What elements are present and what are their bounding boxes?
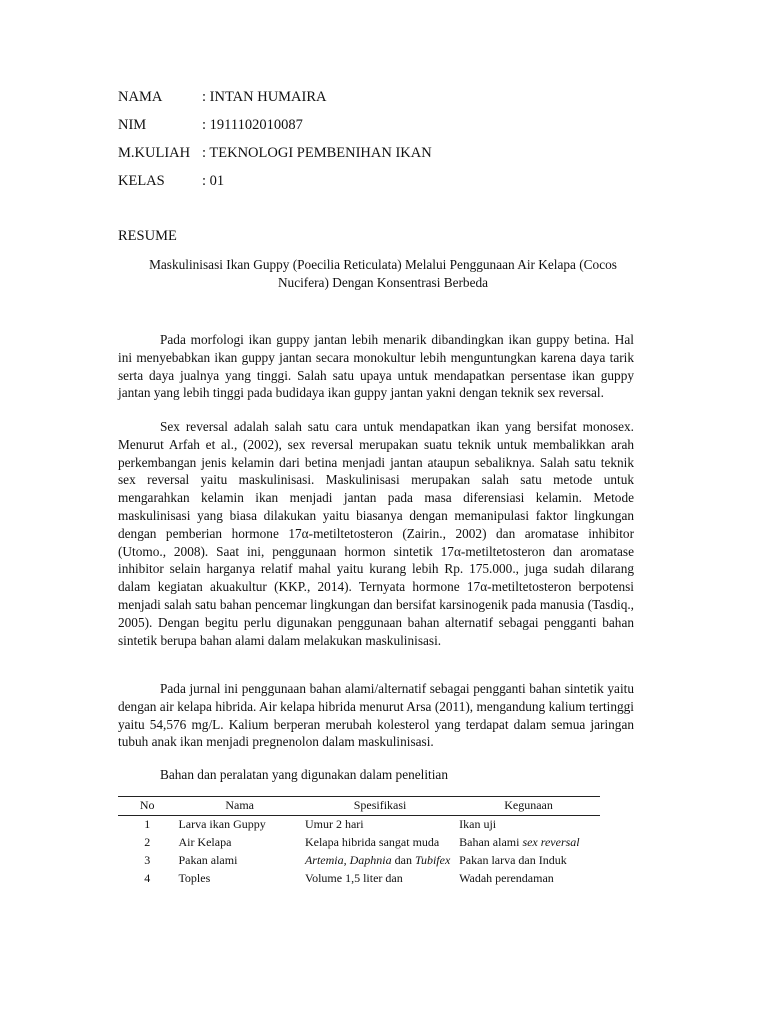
table-row xyxy=(118,852,600,870)
cell-kegunaan xyxy=(457,834,600,852)
cell-spesifikasi: Volume 1,5 liter dan xyxy=(304,871,403,885)
cell-no: 2 xyxy=(144,835,151,849)
table-header-row xyxy=(118,797,600,816)
header-label: NAMA xyxy=(118,89,163,105)
table-row xyxy=(118,834,600,852)
column-header-spesifikasi: Spesifikasi xyxy=(303,797,457,816)
cell-spesifikasi: Kelapa hibrida sangat muda xyxy=(304,835,440,849)
cell-no: 3 xyxy=(144,853,151,867)
cell-nama: Air Kelapa xyxy=(178,835,232,849)
cell-italic-text: Tubifex xyxy=(414,853,451,867)
paragraph-3: Pada jurnal ini penggunaan bahan alami/alternatif sebagai pengganti bahan sintetik yaitu dengan air kelapa hibrida. Air kelapa hibrida menurut Arsa (2011), mengandung kalium tertinggi yaitu 54,576 mg/L. Kalium berperan merubah kolesterol yang terdapat dalam semua jaringan tubuh anak ikan menjadi pregnenolon dalam maskulinisasi. xyxy=(118,681,634,750)
cell-italic-text: sex reversal xyxy=(522,835,580,849)
table-row xyxy=(118,870,600,888)
table-caption: Bahan dan peralatan yang digunakan dalam penelitian xyxy=(160,767,448,782)
document-title xyxy=(118,256,648,292)
materials-table xyxy=(118,796,600,888)
cell-italic-text: Artemia, Daphnia xyxy=(304,853,392,867)
cell-spesifikasi: Umur 2 hari xyxy=(304,817,364,831)
cell-nama: Toples xyxy=(178,871,211,885)
cell-kegunaan: Ikan uji xyxy=(459,817,497,831)
header-label: NIM xyxy=(118,117,147,133)
title-line: Nucifera) Dengan Konsentrasi Berbeda xyxy=(277,275,489,290)
cell-no: 1 xyxy=(144,817,151,831)
cell-text: Bahan alami xyxy=(459,835,520,849)
resume-heading: RESUME xyxy=(118,228,177,244)
cell-spesifikasi xyxy=(303,852,457,870)
header-label: KELAS xyxy=(118,173,165,189)
column-header-nama: Nama xyxy=(176,797,303,816)
header-value: : 1911102010087 xyxy=(202,117,303,133)
paragraph-1: Pada morfologi ikan guppy jantan lebih menarik dibandingkan ikan guppy betina. Hal ini menyebabkan ikan guppy jantan secara monokultur lebih menguntungkan karena daya tarik serta daya jualnya yang tinggi. Salah satu upaya untuk mendapatkan persentase ikan guppy jantan yang lebih tinggi pada budidaya ikan guppy jantan yakni dengan teknik sex reversal. xyxy=(118,332,634,401)
paragraph-2: Sex reversal adalah salah satu cara untuk mendapatkan ikan yang bersifat monosex. Menurut Arfah et al., (2002), sex reversal merupakan suatu teknik untuk membalikkan arah perkembangan jenis kelamin dari betina menjadi jantan ataupun sebaliknya. Salah satu teknik sex reversal yaitu maskulinisasi. Maskulinisasi merupakan salah satu metode untuk mengarahkan kelamin ikan menjadi jantan pada masa diferensiasi kelamin. Metode maskulinisasi yang biasa dilakukan yaitu biasanya dengan memanipulasi faktor lingkungan dengan pemberian hormone 17α-metiltetosteron (Zairin., 2002) dan aromatase inhibitor (Utomo., 2008). Saat ini, penggunaan hormon sintetik 17α-metiltetosteron dan aromatase inhibitor selain harganya relatif mahal yaitu kurang lebih Rp. 175.000., juga sudah dilarang dalam kegiatan akuakultur (KKP., 2014). Ternyata hormone 17α-metiltetosteron berpotensi menjadi salah satu bahan pencemar lingkungan dan bersifat karsinogenik pada manusia (Tasdiq., 2005). Dengan begitu perlu digunakan penggunaan bahan alternatif sebagai pengganti bahan sintetik berupa bahan alami dalam melakukan maskulinisasi. xyxy=(118,419,634,648)
header-label: M.KULIAH xyxy=(118,145,191,161)
cell-kegunaan: Pakan larva dan Induk xyxy=(459,853,567,867)
header-value: : INTAN HUMAIRA xyxy=(202,89,327,105)
header-value: : TEKNOLOGI PEMBENIHAN IKAN xyxy=(202,145,432,161)
column-header-kegunaan: Kegunaan xyxy=(457,797,600,816)
cell-nama: Larva ikan Guppy xyxy=(178,817,266,831)
table-row xyxy=(118,816,600,835)
title-line: Maskulinisasi Ikan Guppy (Poecilia Reticulata) Melalui Penggunaan Air Kelapa (Cocos xyxy=(149,257,617,272)
cell-no: 4 xyxy=(144,871,151,885)
cell-kegunaan: Wadah perendaman xyxy=(459,871,554,885)
header-value: : 01 xyxy=(202,173,225,189)
cell-text: dan xyxy=(391,853,415,867)
cell-nama: Pakan alami xyxy=(178,853,238,867)
column-header-no: No xyxy=(118,797,176,816)
